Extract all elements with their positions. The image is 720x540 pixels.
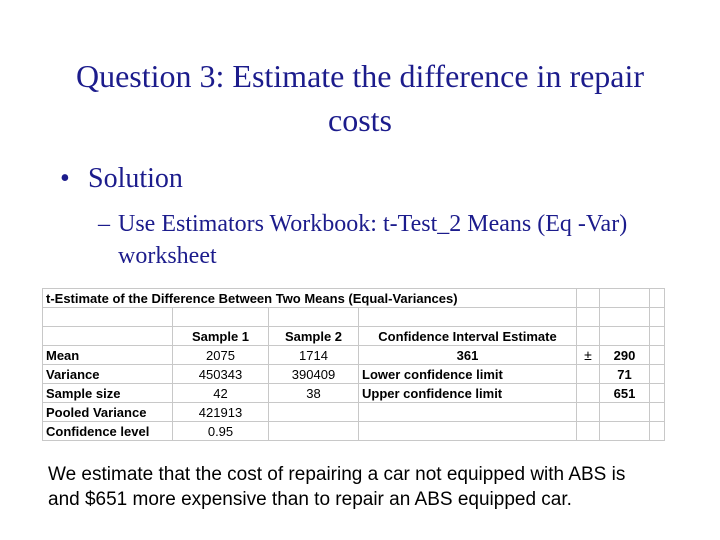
sample1-value: 450343 [173, 365, 269, 384]
sample1-value: 42 [173, 384, 269, 403]
row-label: Mean [43, 346, 173, 365]
row-label: Pooled Variance [43, 403, 173, 422]
lower-limit-label: Lower confidence limit [359, 365, 577, 384]
sample2-value: 38 [269, 384, 359, 403]
worksheet-title: t-Estimate of the Difference Between Two Means (Equal-Variances) [43, 289, 577, 308]
conclusion-line: and $651 more expensive than to repair an ABS equipped car. [48, 489, 572, 510]
blank-row [43, 308, 665, 327]
sub-bullet-text: Use Estimators Workbook: t-Test_2 Means (Eq -Var) worksheet [118, 211, 628, 269]
lower-limit-value: 71 [600, 365, 650, 384]
pooled-variance-value: 421913 [173, 403, 269, 422]
bullet-solution [60, 163, 183, 195]
row-label: Confidence level [43, 422, 173, 441]
row-label: Variance [43, 365, 173, 384]
bullet-text: Solution [88, 163, 183, 194]
table-row [43, 422, 665, 441]
worksheet-table [42, 288, 665, 441]
table-row [43, 365, 665, 384]
header-row [43, 327, 665, 346]
table-row [43, 403, 665, 422]
sub-bullet-marker: – [98, 211, 110, 237]
table-row [43, 384, 665, 403]
table-row [43, 346, 665, 365]
conclusion-text [48, 462, 720, 512]
ci-point-estimate: 361 [359, 346, 577, 365]
upper-limit-value: 651 [600, 384, 650, 403]
sub-bullet [98, 208, 678, 272]
bullet-marker: • [60, 163, 70, 194]
header-sample1: Sample 1 [173, 327, 269, 346]
slide-title: Question 3: Estimate the difference in repair costs [75, 58, 645, 138]
upper-limit-label: Upper confidence limit [359, 384, 577, 403]
confidence-level-value: 0.95 [173, 422, 269, 441]
ci-margin: 290 [600, 346, 650, 365]
sample1-value: 2075 [173, 346, 269, 365]
plus-minus-symbol: ± [577, 346, 600, 365]
worksheet-title-row [43, 289, 665, 308]
conclusion-line: We estimate that the cost of repairing a car not equipped with ABS is [48, 464, 626, 485]
header-sample2: Sample 2 [269, 327, 359, 346]
header-ci: Confidence Interval Estimate [359, 327, 577, 346]
sample2-value: 1714 [269, 346, 359, 365]
row-label: Sample size [43, 384, 173, 403]
sample2-value: 390409 [269, 365, 359, 384]
